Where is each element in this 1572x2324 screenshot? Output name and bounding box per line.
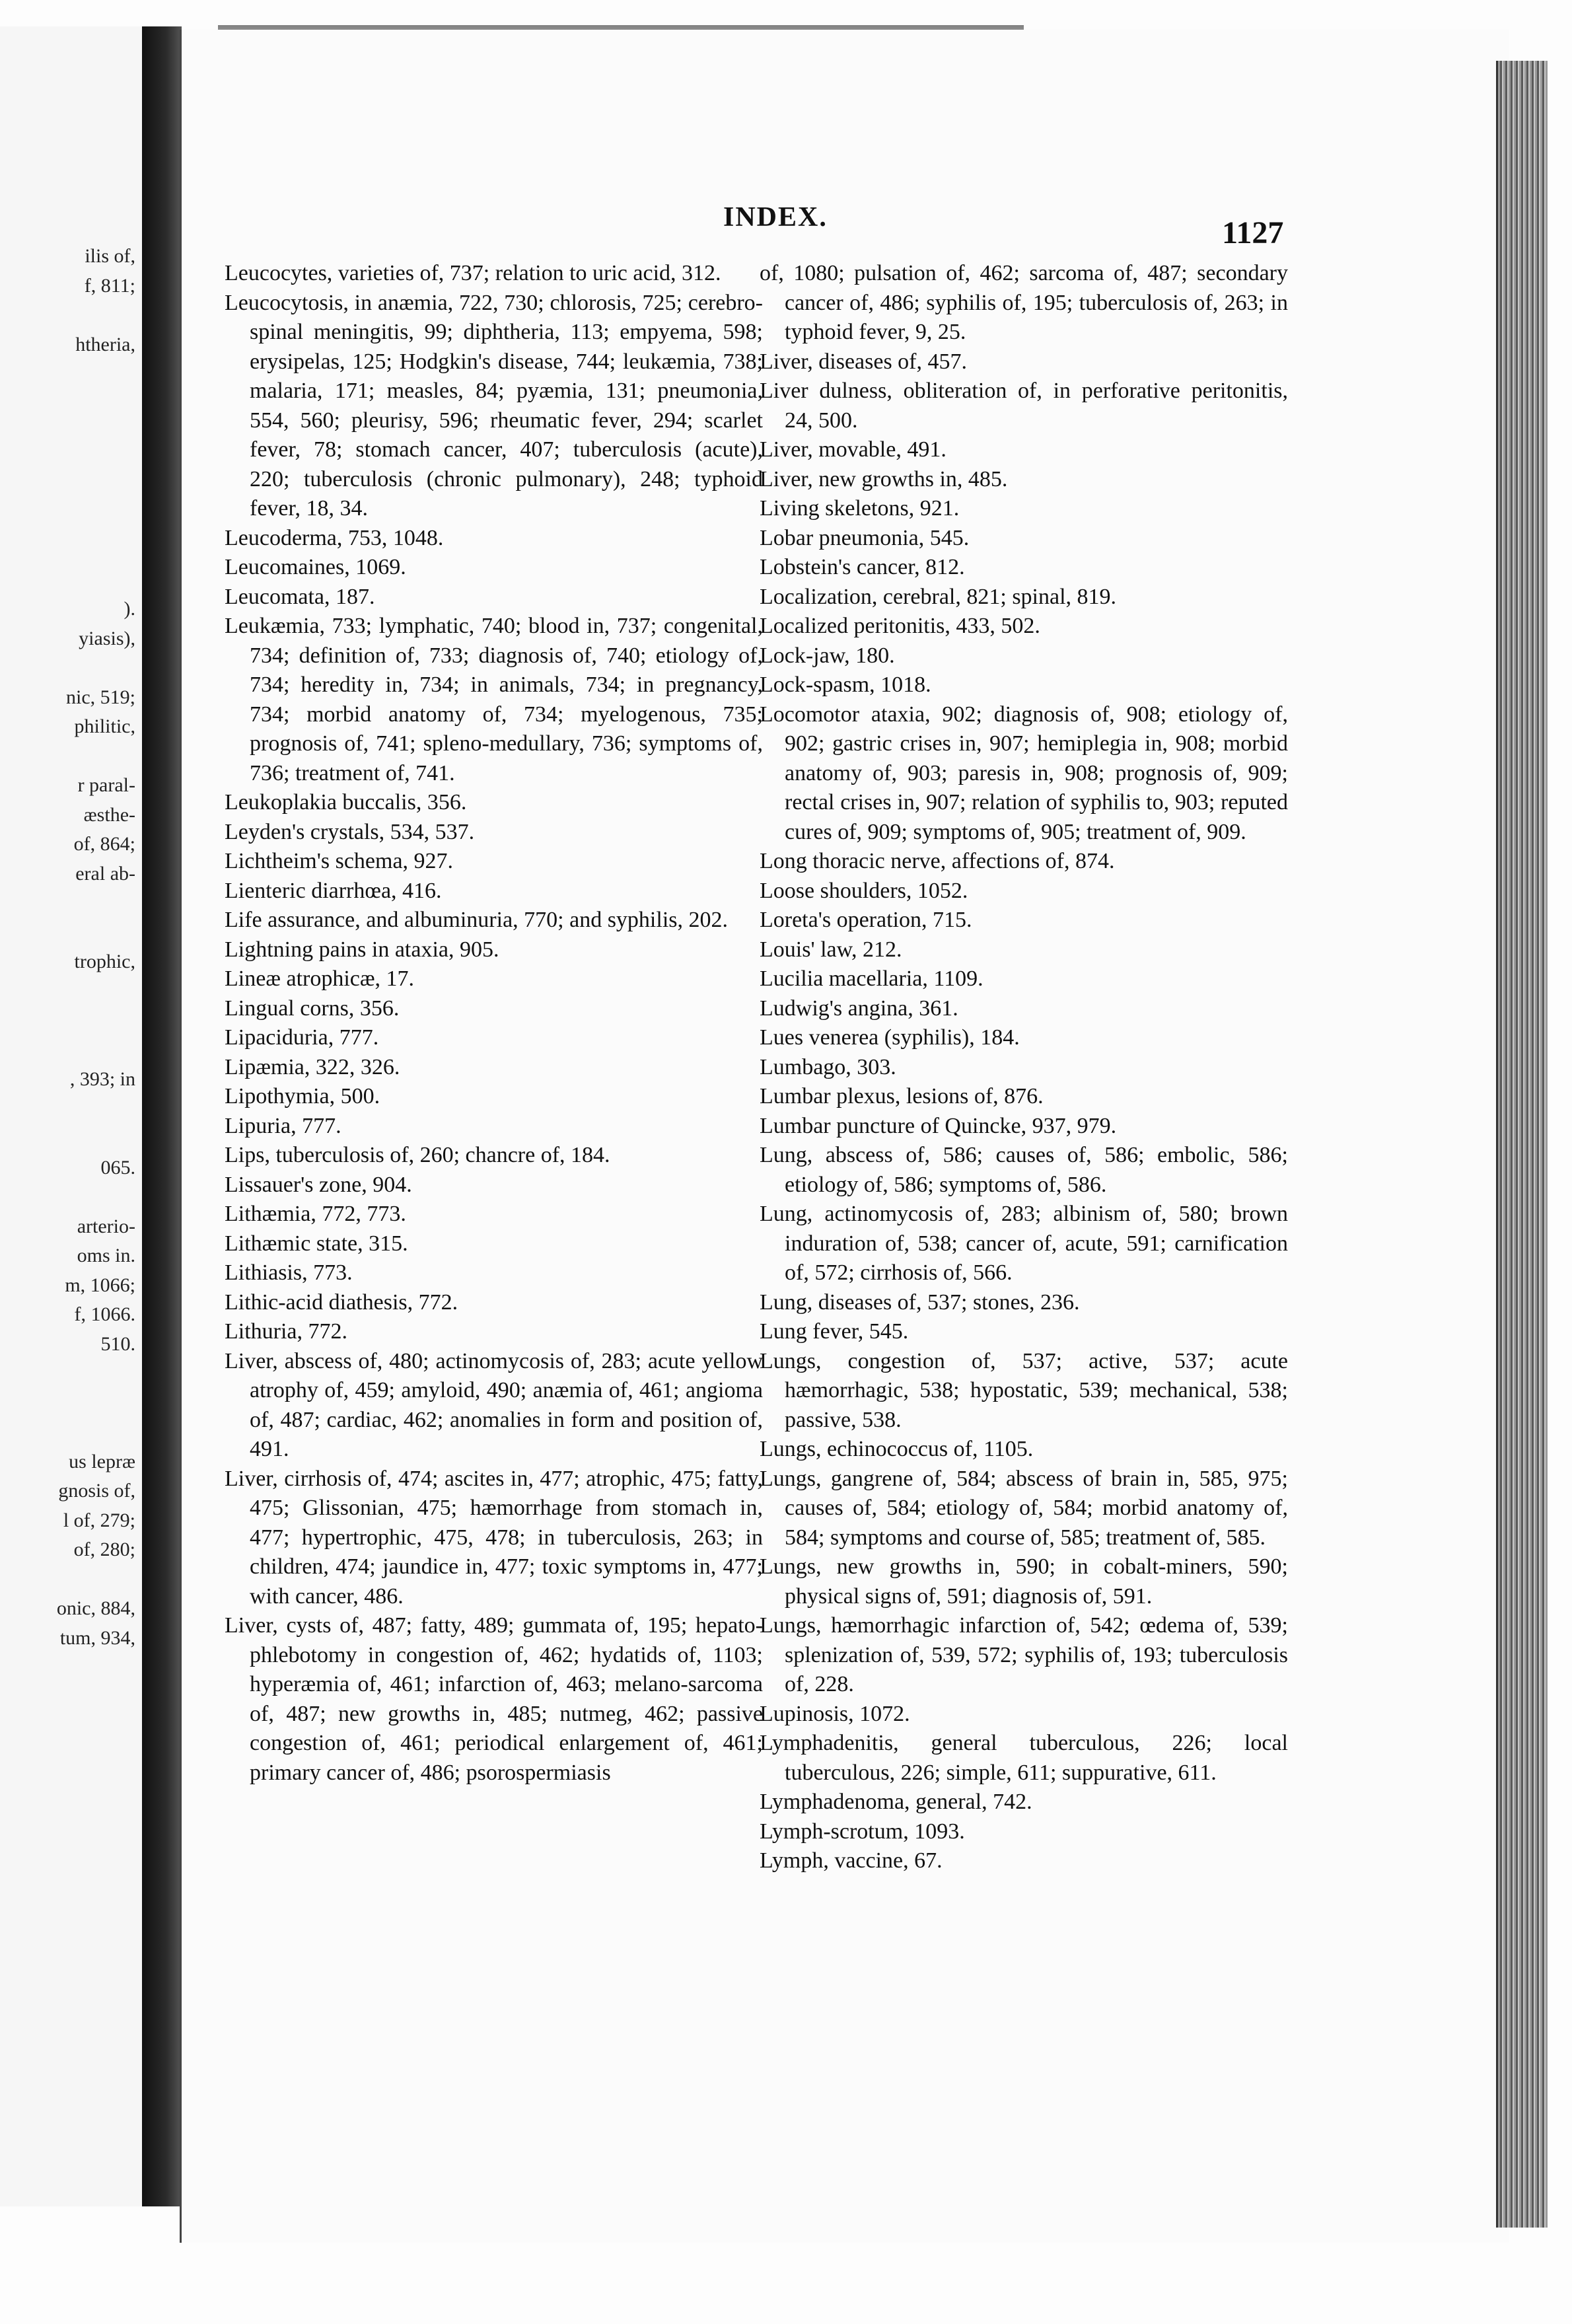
index-entry: Lung fever, 545. [760,1319,909,1344]
index-entry: Lymphadenoma, general, 742. [760,1790,1032,1814]
previous-page-fragment: trophic, [74,951,135,972]
index-entry: Lobar pneumonia, 545. [760,525,970,550]
previous-page-fragment: 065. [100,1156,135,1179]
index-entry: Lipuria, 777. [225,1113,341,1138]
previous-page-fragment: of, 864; [73,833,135,855]
index-entry: Lock-jaw, 180. [760,643,895,668]
index-entry: Lipaciduria, 777. [225,1025,379,1050]
previous-page-fragment: eral ab- [75,862,135,885]
index-entry: Lumbar puncture of Quincke, 937, 979. [760,1113,1117,1138]
previous-page-fragment: l of, 279; [63,1509,135,1531]
previous-page-fragment: yiasis), [79,627,135,649]
index-entry: Lungs, new growths in, 590; in cobalt-miners, 590; physical signs of, 591; diagnosis of, 591. [760,1554,1288,1609]
index-entry: Localization, cerebral, 821; spinal, 819. [760,584,1117,609]
index-entry: Loose shoulders, 1052. [760,878,968,903]
index-entry: Life assurance, and albuminuria, 770; and syphilis, 202. [225,908,728,932]
previous-page-fragment: æsthe- [83,803,135,826]
previous-page-fragment: of, 280; [73,1539,135,1560]
index-entry: Liver, cysts of, 487; fatty, 489; gummata of, 195; hepato-phlebotomy in congestion of, 462; hydatids of, 1103; hyperæmia of, 461; infarction of, 463; melano-sarcoma of, 487; new growths in, 485; nutmeg, 462; passive congestion of, 461; periodical enlargement of, 461; primary cancer of, 486; psorospermiasis [225,1613,763,1785]
index-entry: Lymph-scrotum, 1093. [760,1819,965,1844]
index-entry: Liver, diseases of, 457. [760,349,968,374]
index-entry: Lumbago, 303. [760,1054,896,1079]
index-entry: Lingual corns, 356. [225,996,400,1021]
index-entry: Lung, diseases of, 537; stones, 236. [760,1289,1080,1315]
index-entry: Louis' law, 212. [760,937,902,962]
index-entry: Lungs, hæmorrhagic infarction of, 542; œdema of, 539; splenization of, 539, 572; syphilis of, 193; tuberculosis of, 228. [760,1613,1288,1696]
index-entry: Liver, movable, 491. [760,437,947,462]
index-entry: Leucocytes, varieties of, 737; relation to uric acid, 312. [225,261,721,285]
index-entry: Liver, cirrhosis of, 474; ascites in, 477; atrophic, 475; fatty, 475; Glissonian, 475; hæmorrhage from stomach in, 477; hypertrophic, 475, 478; in tuberculosis, 263; in children, 474; jaundice in, 477; toxic symptoms in, 477; with cancer, 486. [225,1466,763,1609]
previous-page-fragment: ilis of, [85,245,135,267]
index-entry: Lucilia macellaria, 1109. [760,966,983,991]
index-entry: Localized peritonitis, 433, 502. [760,614,1040,638]
index-entry: Lithiasis, 773. [225,1260,353,1285]
previous-page-fragment: f, 811; [84,274,135,297]
index-entry: Lithæmic state, 315. [225,1231,408,1256]
index-entry: Lung, abscess of, 586; causes of, 586; embolic, 586; etiology of, 586; symptoms of, 586. [760,1143,1288,1197]
index-entry: Living skeletons, 921. [760,496,960,521]
index-entry: Leukoplakia buccalis, 356. [225,790,467,815]
previous-page-fragment: philitic, [74,715,135,737]
index-entry: Locomotor ataxia, 902; diagnosis of, 908; etiology of, 902; gastric crises in, 907; hemiplegia in, 908; morbid anatomy of, 903; paresis in, 908; prognosis of, 909; rectal crises in, 907; relation of syphilis to, 903; reputed cures of, 909; symptoms of, 905; treatment of, 909. [760,702,1288,844]
previous-page-fragment: r paral- [77,774,135,796]
index-entry: Long thoracic nerve, affections of, 874. [760,849,1115,873]
index-entry: Lithæmia, 772, 773. [225,1202,406,1226]
previous-page-fragment: nic, 519; [66,686,135,708]
index-entry: Lips, tuberculosis of, 260; chancre of, 184. [225,1143,610,1167]
index-entry: Lung, actinomycosis of, 283; albinism of, 580; brown induration of, 538; cancer of, acute, 591; carnification of, 572; cirrhosis of, 566. [760,1202,1288,1285]
previous-page-fragment: m, 1066; [65,1274,135,1296]
index-entry: Liver dulness, obliteration of, in perforative peritonitis, 24, 500. [760,379,1288,433]
index-entry: Lungs, gangrene of, 584; abscess of brain in, 585, 975; causes of, 584; etiology of, 584; morbid anatomy of, 584; symptoms and course of, 585; treatment of, 585. [760,1466,1288,1550]
index-entry: Liver, new growths in, 485. [760,466,1008,491]
index-entry: Lupinosis, 1072. [760,1701,910,1726]
previous-page-fragment: gnosis of, [58,1480,135,1502]
index-entry: Lineæ atrophicæ, 17. [225,966,415,991]
index-entry: Lungs, echinococcus of, 1105. [760,1437,1034,1461]
previous-page-fragment: arterio- [77,1215,135,1237]
index-entry: Leucoderma, 753, 1048. [225,525,444,550]
index-entry: Lobstein's cancer, 812. [760,555,965,579]
index-entry: of, 1080; pulsation of, 462; sarcoma of, 487; secondary cancer of, 486; syphilis of, 195; tuberculosis of, 263; in typhoid fever, 9, 25. [760,261,1288,344]
page-fore-edge [1496,61,1548,2228]
index-entry: Lipæmia, 322, 326. [225,1054,400,1079]
previous-page-fragment: tum, 934, [59,1626,135,1649]
index-entry: Leucomaines, 1069. [225,555,406,579]
previous-page-fragment: ). [124,598,135,620]
index-entry: Lymph, vaccine, 67. [760,1848,943,1873]
index-entry: Leukæmia, 733; lymphatic, 740; blood in, 737; congenital, 734; definition of, 733; diagnosis of, 740; etiology of, 734; heredity in, 734; in animals, 734; in pregnancy, 734; morbid anatomy of, 734; myelogenous, 735; prognosis of, 741; spleno-medullary, 736; symptoms of, 736; treatment of, 741. [225,614,763,785]
book-gutter [142,26,182,2206]
previous-page-fragment: oms in. [77,1245,135,1266]
index-entry: Leucocytosis, in anæmia, 722, 730; chlorosis, 725; cerebro-spinal meningitis, 99; diphtheria, 113; empyema, 598; erysipelas, 125; Hodgkin's disease, 744; leukæmia, 738; malaria, 171; measles, 84; pyæmia, 131; pneumonia, 554, 560; pleurisy, 596; rheumatic fever, 294; scarlet fever, 78; stomach cancer, 407; tuberculosis (acute), 220; tuberculosis (chronic pulmonary), 248; typhoid fever, 18, 34. [225,290,763,521]
running-head: INDEX. [723,202,828,233]
previous-page-fragment: us lepræ [69,1450,135,1472]
index-entry: Lichtheim's schema, 927. [225,849,454,873]
index-entry: Lymphadenitis, general tuberculous, 226; local tuberculous, 226; simple, 611; suppurative, 611. [760,1731,1288,1785]
index-entry: Lock-spasm, 1018. [760,672,931,697]
index-entry: Lithuria, 772. [225,1319,348,1344]
index-entry: Lipothymia, 500. [225,1084,380,1108]
index-entry: Lissauer's zone, 904. [225,1172,412,1197]
index-entry: Lumbar plexus, lesions of, 876. [760,1084,1044,1108]
previous-page-fragment: , 393; in [69,1068,135,1090]
previous-page-fragment: onic, 884, [56,1597,135,1619]
index-entry: Lues venerea (syphilis), 184. [760,1025,1020,1050]
index-entry: Lithic-acid diathesis, 772. [225,1289,458,1315]
index-column-left [225,259,763,1788]
index-column-right [760,259,1288,1876]
index-entry: Lightning pains in ataxia, 905. [225,937,499,962]
previous-page-edge [0,26,145,2206]
previous-page-fragment: 510. [100,1332,135,1355]
index-entry: Lungs, congestion of, 537; active, 537; acute hæmorrhagic, 538; hypostatic, 539; mechanical, 538; passive, 538. [760,1348,1288,1432]
index-entry: Liver, abscess of, 480; actinomycosis of, 283; acute yellow atrophy of, 459; amyloid, 490; anæmia of, 461; angioma of, 487; cardiac, 462; anomalies in form and position of, 491. [225,1348,763,1461]
index-entry: Loreta's operation, 715. [760,908,972,932]
index-entry: Ludwig's angina, 361. [760,996,958,1021]
previous-page-fragment: htheria, [75,333,135,355]
page-number: 1127 [1222,215,1284,250]
index-entry: Lienteric diarrhœa, 416. [225,878,442,903]
previous-page-fragment: f, 1066. [74,1303,135,1325]
index-entry: Leucomata, 187. [225,584,375,609]
index-entry: Leyden's crystals, 534, 537. [225,819,475,844]
